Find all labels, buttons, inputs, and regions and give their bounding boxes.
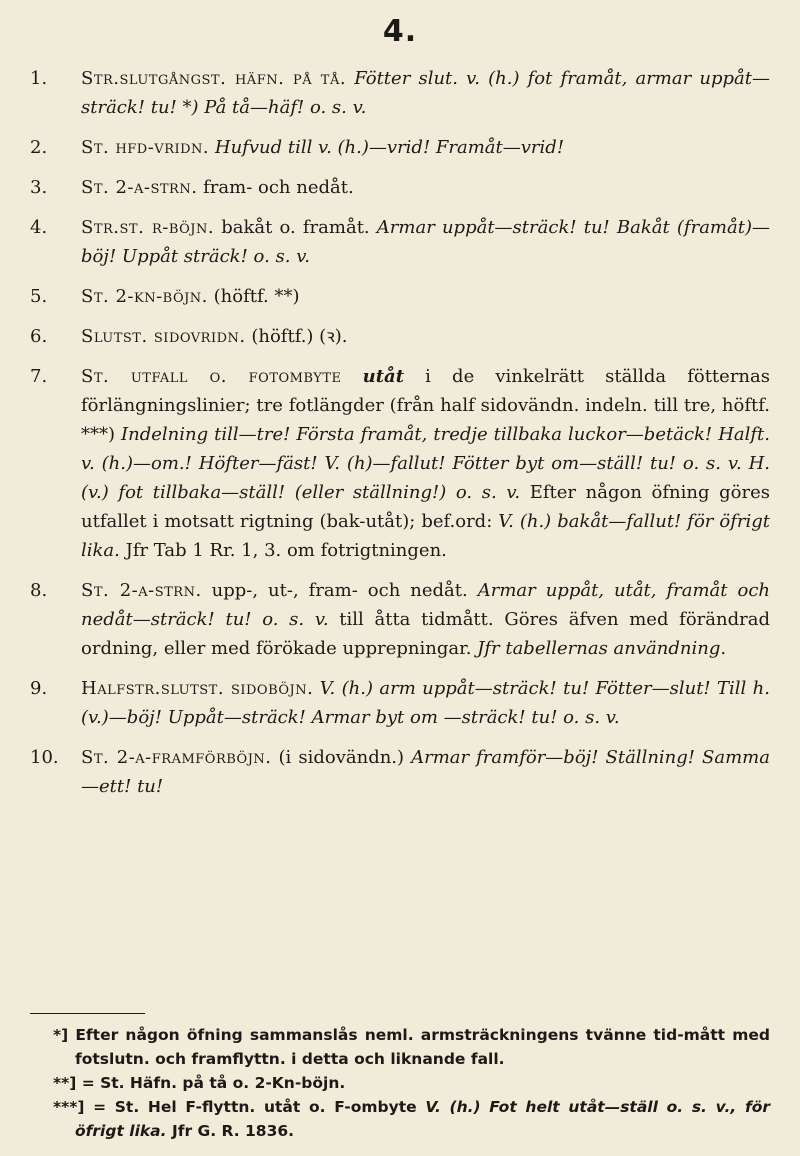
exercise-heading: St. 2-a-strn. bbox=[81, 177, 198, 198]
text-run: i de vinkelrätt ställda fötternas förlängningslinier; tre fotlängder (från half sidovändn. indeln. till tre, höftf. ***) bbox=[81, 366, 770, 445]
text-run: till åtta tidmått. Göres äfven med förändrad ordning, eller med förökade upprepningar. bbox=[81, 609, 770, 659]
item-text bbox=[81, 173, 770, 202]
exercise-heading: St. hfd-vridn. bbox=[81, 137, 210, 158]
exercise-heading: Str.slutgångst. häfn. på tå. bbox=[81, 68, 347, 89]
command-text: Jfr tabellernas användning. bbox=[477, 638, 727, 659]
text-run: Jfr G. R. 1836. bbox=[166, 1122, 295, 1140]
item-text bbox=[81, 64, 770, 122]
exercise-item bbox=[30, 322, 770, 351]
text-run: ***] = St. Hel F-flyttn. utåt o. F-ombyte bbox=[53, 1098, 426, 1116]
command-text: Armar framför—böj! Ställning! Samma—ett! tu! bbox=[81, 747, 770, 797]
exercise-heading: St. utfall o. fotombyte bbox=[81, 366, 342, 387]
item-number: 6. bbox=[30, 326, 48, 347]
exercise-item bbox=[30, 173, 770, 202]
command-text: V. (h.) arm uppåt—sträck! tu! Fötter—slut! Till h. (v.)—böj! Uppåt—sträck! Armar byt om —sträck! tu! o. s. v. bbox=[81, 678, 770, 728]
item-number: 2. bbox=[30, 137, 48, 158]
exercise-item bbox=[30, 674, 770, 732]
item-text bbox=[81, 743, 770, 801]
item-number: 4. bbox=[30, 217, 48, 238]
command-text: utåt bbox=[362, 366, 405, 387]
item-text bbox=[81, 322, 770, 351]
text-run: bakåt o. framåt. bbox=[214, 217, 377, 238]
footnote bbox=[30, 1095, 770, 1143]
exercise-item bbox=[30, 576, 770, 663]
footnotes bbox=[30, 1023, 770, 1143]
text-run: Jfr Tab 1 Rr. 1, 3. om fotrigtningen. bbox=[119, 540, 447, 561]
command-text: Armar uppåt—sträck! tu! Bakåt (framåt)—böj! Uppåt sträck! o. s. v. bbox=[81, 217, 770, 267]
text-run: **] = St. Häfn. på tå o. 2-Kn-böjn. bbox=[53, 1074, 346, 1092]
text-run: (höftf.) (ꝛ). bbox=[245, 326, 348, 347]
text-run: fram- och nedåt. bbox=[197, 177, 354, 198]
item-number: 8. bbox=[30, 580, 48, 601]
item-text bbox=[81, 362, 770, 565]
exercise-list bbox=[30, 64, 770, 812]
item-number: 9. bbox=[30, 678, 48, 699]
text-run: (höftf. **) bbox=[207, 286, 300, 307]
exercise-item bbox=[30, 213, 770, 271]
item-number: 10. bbox=[30, 747, 59, 768]
exercise-item bbox=[30, 64, 770, 122]
item-number: 5. bbox=[30, 286, 48, 307]
text-run bbox=[736, 1098, 745, 1116]
text-run: Efter någon öfning göres utfallet i motsatt rigtning (bak-utåt); bef.ord: bbox=[81, 482, 770, 532]
footnote-divider bbox=[30, 1013, 145, 1014]
exercise-item bbox=[30, 362, 770, 565]
text-run bbox=[346, 68, 354, 89]
exercise-item bbox=[30, 743, 770, 801]
exercise-item bbox=[30, 133, 770, 162]
exercise-heading: St. 2-a-framförböjn. bbox=[81, 747, 272, 768]
text-run: *] Efter någon öfning sammanslås neml. armsträckningens tvänne tid-mått med fotslutn. och framflyttn. i detta och liknande fall. bbox=[53, 1026, 770, 1068]
page-number: 4. bbox=[382, 14, 418, 49]
footnote bbox=[30, 1071, 770, 1095]
command-text: Fötter slut. v. (h.) fot framåt, armar uppåt—sträck! tu! *) På tå—häf! o. s. v. bbox=[81, 68, 770, 118]
item-text bbox=[81, 282, 770, 311]
item-text bbox=[81, 133, 770, 162]
text-run: upp-, ut-, fram- och nedåt. bbox=[201, 580, 478, 601]
exercise-heading: St. 2-kn-böjn. bbox=[81, 286, 208, 307]
item-text bbox=[81, 213, 770, 271]
item-number: 7. bbox=[30, 366, 48, 387]
item-text bbox=[81, 576, 770, 663]
text-run bbox=[342, 366, 363, 387]
command-text: V. (h.) Fot helt utåt—ställ o. s. v., bbox=[425, 1098, 737, 1116]
command-text: V. (h.) bakåt—fallut! för öfrigt lika. bbox=[81, 511, 771, 561]
item-number: 3. bbox=[30, 177, 48, 198]
command-text: Indelning till—tre! Första framåt, tredje tillbaka luckor—betäck! Halft. v. (h.)—om.! Höfter—fäst! V. (h)—fallut! Fötter byt om—ställ! tu! o. s. v. H. (v.) fot tillbaka—ställ! (eller ställning!) o. s. v. bbox=[81, 424, 770, 503]
item-text bbox=[81, 674, 770, 732]
exercise-item bbox=[30, 282, 770, 311]
command-text: Armar uppåt, utåt, framåt och nedåt—sträck! tu! o. s. v. bbox=[81, 580, 771, 630]
command-text: för öfrigt lika. bbox=[75, 1098, 771, 1140]
text-run: (i sidovändn.) bbox=[271, 747, 412, 768]
footnote bbox=[30, 1023, 770, 1071]
exercise-heading: Halfstr.slutst. sidoböjn. bbox=[81, 678, 314, 699]
exercise-heading: St. 2-a-strn. bbox=[81, 580, 202, 601]
exercise-heading: Str.st. r-böjn. bbox=[81, 217, 215, 238]
item-number: 1. bbox=[30, 68, 48, 89]
command-text: Hufvud till v. (h.)—vrid! Framåt—vrid! bbox=[214, 137, 565, 158]
exercise-heading: Slutst. sidovridn. bbox=[81, 326, 246, 347]
